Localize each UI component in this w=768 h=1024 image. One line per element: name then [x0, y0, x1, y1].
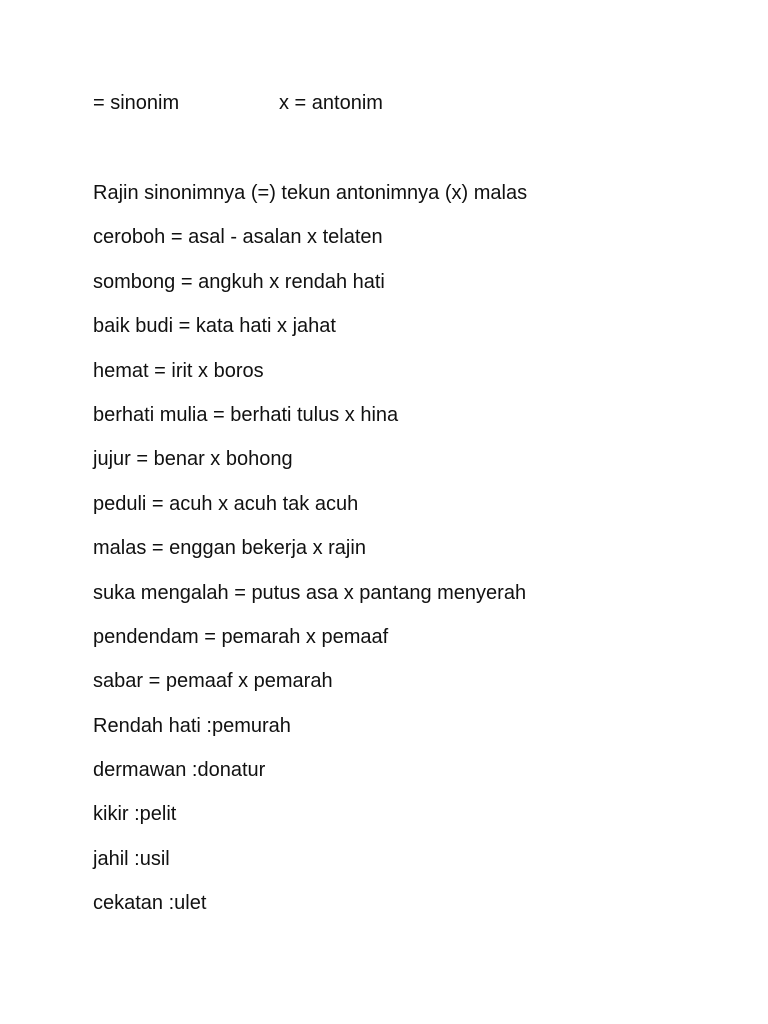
word-line: kikir :pelit: [93, 803, 177, 826]
legend-antonym: x = antonim: [279, 92, 383, 114]
word-line: cekatan :ulet: [93, 892, 207, 915]
word-line: peduli = acuh x acuh tak acuh: [93, 492, 359, 515]
legend-synonym: = sinonim: [93, 92, 180, 114]
word-line: jahil :usil: [93, 847, 170, 870]
word-line: pendendam = pemarah x pemaaf: [93, 625, 389, 648]
word-line: berhati mulia = berhati tulus x hina: [93, 403, 399, 426]
word-list: [93, 181, 527, 936]
word-line: malas = enggan bekerja x rajin: [93, 537, 366, 560]
word-line: sombong = angkuh x rendah hati: [93, 270, 385, 293]
word-line: suka mengalah = putus asa x pantang menyerah: [93, 581, 527, 604]
word-line: dermawan :donatur: [93, 759, 266, 782]
word-line: baik budi = kata hati x jahat: [93, 315, 336, 338]
word-line: hemat = irit x boros: [93, 359, 264, 382]
word-line: jujur = benar x bohong: [93, 448, 293, 471]
word-line: Rendah hati :pemurah: [93, 714, 291, 737]
word-line: sabar = pemaaf x pemarah: [93, 670, 333, 693]
word-line: ceroboh = asal - asalan x telaten: [93, 226, 383, 249]
legend: [93, 91, 383, 115]
word-line: Rajin sinonimnya (=) tekun antonimnya (x) malas: [93, 182, 528, 204]
